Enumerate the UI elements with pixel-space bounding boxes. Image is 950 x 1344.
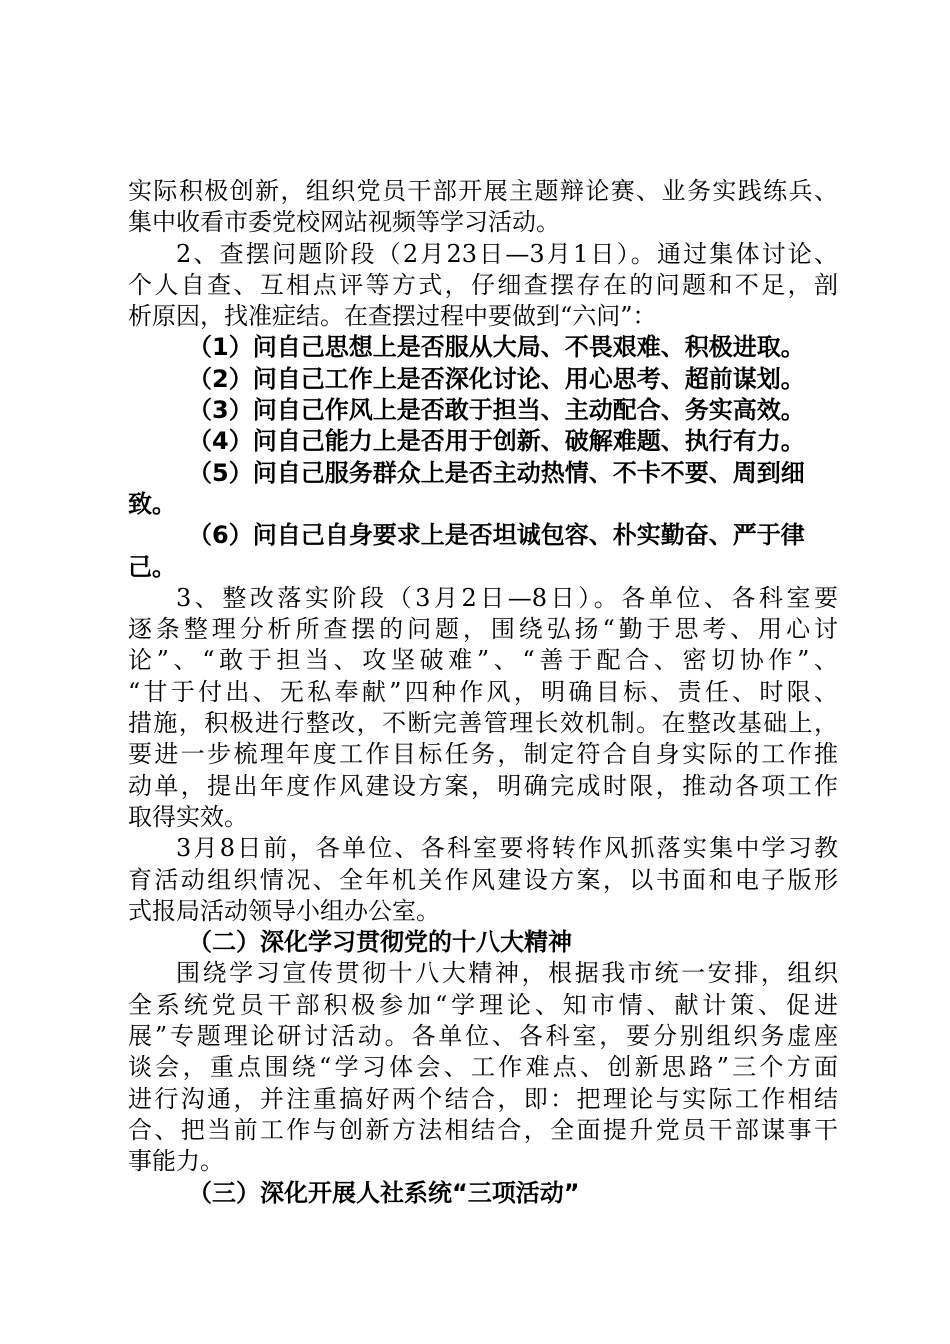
text-line: 个人自查、互相点评等方式，仔细查摆存在的问题和不足，剖	[128, 270, 838, 299]
text-line: 围绕学习宣传贯彻十八大精神，根据我市统一安排，组织	[176, 959, 838, 988]
text-line: 取得实效。	[128, 802, 248, 831]
text-line: （二）深化学习贯彻党的十八大精神	[188, 928, 572, 957]
text-line: 展”专题理论研讨活动。各单位、各科室，要分别组织务虚座	[128, 1022, 838, 1051]
text-line: （5）问自己服务群众上是否主动热情、不卡不要、周到细	[188, 458, 805, 487]
text-line: 论”、“敢于担当、攻坚破难”、“善于配合、密切协作”、	[128, 646, 838, 675]
text-line: （4）问自己能力上是否用于创新、破解难题、执行有力。	[188, 427, 805, 456]
text-line: 己。	[128, 552, 176, 581]
text-line: （3）问自己作风上是否敢于担当、主动配合、务实高效。	[188, 396, 805, 425]
text-line: 逐条整理分析所查摆的问题，围绕弘扬“勤于思考、用心讨	[128, 615, 838, 644]
text-line: （三）深化开展人社系统“三项活动”	[188, 1178, 580, 1207]
document-body	[128, 176, 838, 1209]
text-line: 措施，积极进行整改，不断完善管理长效机制。在整改基础上，	[128, 709, 838, 738]
text-line: “甘于付出、无私奉献”四种作风，明确目标、责任、时限、	[128, 677, 838, 706]
text-line: 3、整改落实阶段（3月2日—8日）。各单位、各科室要	[176, 583, 838, 612]
text-line: 3月8日前，各单位、各科室要将转作风抓落实集中学习教	[176, 834, 838, 863]
text-line: 全系统党员干部积极参加“学理论、知市情、献计策、促进	[128, 990, 838, 1019]
text-line: （6）问自己自身要求上是否坦诚包容、朴实勤奋、严于律	[188, 521, 805, 550]
text-line: 动单，提出年度作风建设方案，明确完成时限，推动各项工作	[128, 771, 838, 800]
text-line: 2、查摆问题阶段（2月23日—3月1日）。通过集体讨论、	[176, 239, 838, 268]
text-line: （1）问自己思想上是否服从大局、不畏艰难、积极进取。	[188, 333, 805, 362]
text-line: 致。	[128, 489, 176, 518]
text-line: 集中收看市委党校网站视频等学习活动。	[128, 208, 560, 237]
text-line: 谈会，重点围绕“学习体会、工作难点、创新思路”三个方面	[128, 1053, 838, 1082]
text-line: 合、把当前工作与创新方法相结合，全面提升党员干部谋事干	[128, 1115, 838, 1144]
text-line: 实际积极创新，组织党员干部开展主题辩论赛、业务实践练兵、	[128, 177, 838, 205]
text-line: （2）问自己工作上是否深化讨论、用心思考、超前谋划。	[188, 364, 805, 393]
text-line: 析原因，找准症结。在查摆过程中要做到“六问”：	[128, 302, 657, 331]
text-line: 式报局活动领导小组办公室。	[128, 896, 440, 925]
text-line: 进行沟通，并注重搞好两个结合，即：把理论与实际工作相结	[128, 1084, 838, 1113]
text-line: 要进一步梳理年度工作目标任务，制定符合自身实际的工作推	[128, 740, 838, 769]
text-line: 事能力。	[128, 1147, 224, 1176]
text-line: 育活动组织情况、全年机关作风建设方案，以书面和电子版形	[128, 865, 838, 894]
